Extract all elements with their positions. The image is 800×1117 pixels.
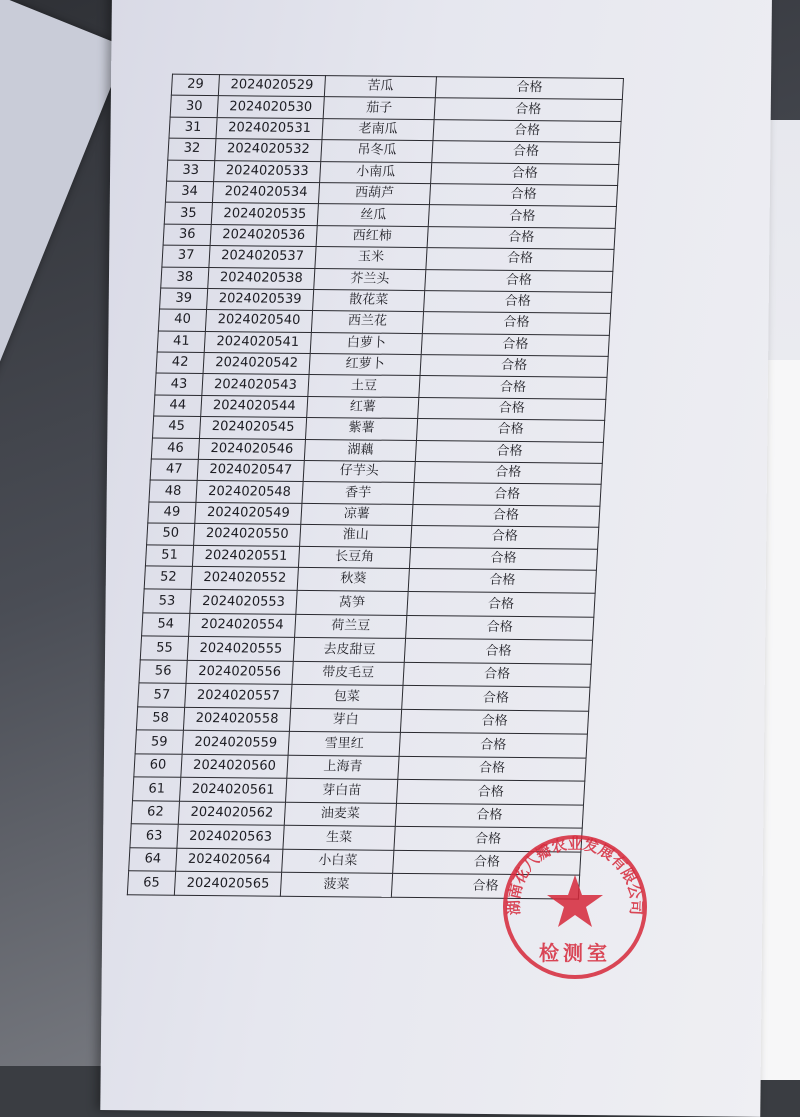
test-result: 合格 — [429, 184, 617, 207]
sample-code: 2024020552 — [191, 566, 298, 591]
sample-code: 2024020530 — [217, 96, 324, 118]
row-number: 42 — [156, 352, 204, 374]
sample-code: 2024020548 — [196, 481, 303, 503]
test-result: 合格 — [433, 119, 621, 142]
test-result: 合格 — [422, 312, 610, 335]
row-number: 30 — [170, 96, 218, 118]
sample-name: 湖藕 — [304, 439, 416, 461]
sample-name: 仔芋头 — [303, 460, 415, 482]
stamp-ring-text: 湖南花八瓣农业发展有限公司 — [504, 834, 646, 916]
sample-code: 2024020554 — [189, 613, 296, 638]
row-number: 40 — [158, 309, 206, 331]
sample-name: 茄子 — [323, 97, 435, 119]
sample-name: 苦瓜 — [324, 76, 436, 98]
row-number: 32 — [168, 138, 216, 160]
sample-name: 淮山 — [300, 525, 412, 547]
sample-code: 2024020538 — [208, 267, 315, 289]
sample-name: 包菜 — [291, 685, 403, 710]
test-result: 合格 — [428, 205, 616, 228]
sample-name: 西兰花 — [311, 311, 423, 333]
test-result: 合格 — [416, 419, 604, 442]
sample-code: 2024020551 — [192, 545, 299, 567]
sample-code: 2024020561 — [180, 778, 287, 803]
row-number: 47 — [150, 459, 198, 481]
row-number: 38 — [161, 267, 209, 289]
sample-name: 生菜 — [283, 826, 395, 851]
sample-name: 红萝卜 — [309, 354, 421, 376]
row-number: 59 — [135, 730, 183, 754]
sample-code: 2024020564 — [176, 848, 283, 873]
test-result: 合格 — [391, 874, 579, 899]
test-result: 合格 — [434, 98, 622, 121]
sample-code: 2024020562 — [178, 801, 285, 826]
sample-name: 芽白 — [289, 708, 401, 733]
test-result: 合格 — [404, 639, 592, 664]
sample-name: 土豆 — [308, 375, 420, 397]
sample-name: 凉薯 — [301, 503, 413, 525]
sample-code: 2024020559 — [182, 731, 289, 756]
test-result: 合格 — [427, 226, 615, 249]
row-number: 48 — [149, 480, 197, 502]
row-number: 51 — [145, 545, 193, 567]
sample-code: 2024020544 — [201, 395, 308, 417]
test-result: 合格 — [418, 397, 606, 420]
row-number: 31 — [169, 117, 217, 139]
row-number: 36 — [163, 224, 211, 246]
sample-name: 散花菜 — [313, 289, 425, 311]
row-number: 62 — [131, 801, 179, 825]
row-number: 54 — [142, 613, 190, 637]
test-result: 合格 — [425, 269, 613, 292]
row-number: 33 — [167, 160, 215, 182]
sample-code: 2024020539 — [207, 288, 314, 310]
test-result: 合格 — [414, 462, 602, 485]
test-result: 合格 — [412, 504, 600, 527]
row-number: 29 — [171, 74, 219, 96]
sample-code: 2024020532 — [215, 139, 322, 161]
sample-code: 2024020550 — [194, 524, 301, 546]
row-number: 55 — [140, 636, 188, 660]
test-result: 合格 — [394, 827, 582, 852]
sample-name: 吊冬瓜 — [321, 140, 433, 162]
row-number: 41 — [157, 331, 205, 353]
sample-code: 2024020555 — [187, 637, 294, 662]
sample-code: 2024020541 — [204, 331, 311, 353]
sample-code: 2024020537 — [209, 246, 316, 268]
test-result: 合格 — [435, 77, 623, 100]
sample-name: 小白菜 — [282, 849, 394, 874]
results-table-body — [127, 74, 623, 899]
sample-code: 2024020546 — [198, 438, 305, 460]
sample-name: 玉米 — [315, 247, 427, 269]
results-table — [127, 74, 624, 900]
row-number: 53 — [143, 589, 191, 613]
sample-code: 2024020556 — [186, 660, 293, 685]
sample-name: 芽白苗 — [285, 779, 397, 804]
row-number: 60 — [134, 754, 182, 778]
sample-name: 丝瓜 — [317, 204, 429, 226]
sample-code: 2024020560 — [181, 754, 288, 779]
test-result: 合格 — [407, 592, 595, 617]
sample-name: 带皮毛豆 — [292, 661, 404, 686]
test-result: 合格 — [426, 248, 614, 271]
sample-code: 2024020563 — [177, 825, 284, 850]
row-number: 43 — [155, 373, 203, 395]
test-result: 合格 — [399, 733, 587, 758]
sample-code: 2024020543 — [202, 374, 309, 396]
sample-code: 2024020540 — [205, 310, 312, 332]
sample-code: 2024020536 — [210, 224, 317, 246]
stamp-star-icon — [547, 875, 603, 927]
sample-name: 去皮甜豆 — [293, 638, 405, 663]
test-result: 合格 — [411, 526, 599, 549]
test-result: 合格 — [398, 756, 586, 781]
sample-code: 2024020534 — [212, 182, 319, 204]
sample-code: 2024020558 — [183, 707, 290, 732]
row-number: 49 — [148, 502, 196, 524]
results-table-container — [127, 74, 624, 900]
sample-name: 雪里红 — [288, 732, 400, 757]
sample-name: 白萝卜 — [310, 332, 422, 354]
sample-name: 西红柿 — [316, 225, 428, 247]
row-number: 61 — [133, 777, 181, 801]
test-result: 合格 — [403, 662, 591, 687]
sample-code: 2024020545 — [199, 417, 306, 439]
row-number: 50 — [147, 523, 195, 545]
test-result: 合格 — [419, 376, 607, 399]
row-number: 57 — [138, 683, 186, 707]
test-result: 合格 — [402, 686, 590, 711]
row-number: 37 — [162, 245, 210, 267]
test-result: 合格 — [408, 568, 596, 593]
row-number: 46 — [151, 438, 199, 460]
test-result: 合格 — [395, 803, 583, 828]
test-result: 合格 — [420, 355, 608, 378]
sample-name: 红薯 — [307, 396, 419, 418]
stamp-center-text: 检测室 — [539, 941, 611, 965]
sample-name: 芥兰头 — [314, 268, 426, 290]
row-number: 64 — [129, 848, 177, 872]
row-number: 39 — [160, 288, 208, 310]
sample-code: 2024020533 — [214, 160, 321, 182]
sample-name: 紫薯 — [305, 418, 417, 440]
row-number: 34 — [165, 181, 213, 203]
test-result: 合格 — [409, 547, 597, 570]
row-number: 44 — [154, 395, 202, 417]
sample-code: 2024020553 — [190, 590, 297, 615]
row-number: 35 — [164, 202, 212, 224]
test-result: 合格 — [393, 850, 581, 875]
test-result: 合格 — [432, 141, 620, 164]
test-result: 合格 — [413, 483, 601, 506]
sample-code: 2024020531 — [216, 117, 323, 139]
sample-name: 菠菜 — [280, 873, 392, 898]
row-number: 56 — [139, 660, 187, 684]
row-number: 58 — [136, 707, 184, 731]
sample-code: 2024020549 — [195, 502, 302, 524]
sample-name: 莴笋 — [296, 591, 408, 616]
test-result: 合格 — [421, 333, 609, 356]
sample-code: 2024020565 — [174, 872, 281, 897]
inspection-stamp — [500, 825, 650, 985]
sample-name: 荷兰豆 — [295, 614, 407, 639]
test-result: 合格 — [431, 162, 619, 185]
sample-name: 香芋 — [302, 482, 414, 504]
sample-code: 2024020557 — [185, 684, 292, 709]
sample-code: 2024020542 — [203, 353, 310, 375]
sample-name: 上海青 — [287, 755, 399, 780]
test-result: 合格 — [415, 440, 603, 463]
sample-code: 2024020547 — [197, 459, 304, 481]
row-number: 65 — [127, 871, 175, 895]
sample-name: 小南瓜 — [320, 161, 432, 183]
sample-name: 秋葵 — [297, 567, 409, 592]
row-number: 52 — [144, 566, 192, 590]
row-number: 45 — [152, 416, 200, 438]
test-result: 合格 — [400, 709, 588, 734]
sample-name: 老南瓜 — [322, 118, 434, 140]
sample-name: 长豆角 — [298, 546, 410, 568]
sample-code: 2024020535 — [211, 203, 318, 225]
test-result: 合格 — [424, 291, 612, 314]
sample-name: 西葫芦 — [318, 183, 430, 205]
test-result: 合格 — [396, 780, 584, 805]
row-number: 63 — [130, 824, 178, 848]
test-result: 合格 — [406, 615, 594, 640]
sample-code: 2024020529 — [218, 75, 325, 97]
sample-name: 油麦菜 — [284, 802, 396, 827]
